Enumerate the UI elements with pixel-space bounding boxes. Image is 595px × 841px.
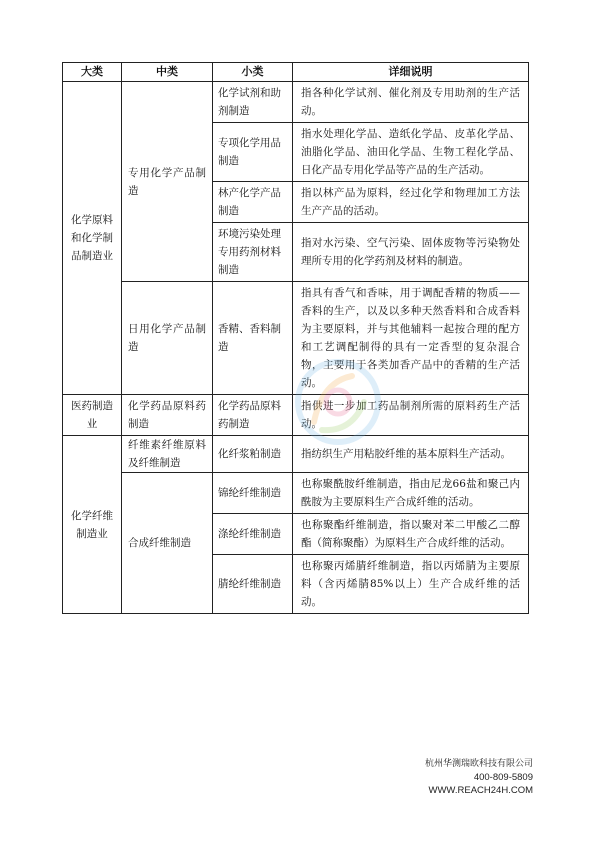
description: 也称聚酰胺纤维制造，指由尼龙66盐和聚己内酰胺为主要原料生产合成纤维的活动。 <box>293 473 529 514</box>
major-category: 化学原料和化学制品制造业 <box>63 82 122 395</box>
mid-category: 合成纤维制造 <box>122 473 213 614</box>
sub-category: 化学药品原料药制造 <box>213 395 293 436</box>
sub-category: 环境污染处理专用药剂材料制造 <box>213 223 293 282</box>
table-row <box>63 473 529 514</box>
description: 指各种化学试剂、催化剂及专用助剂的生产活动。 <box>293 82 529 123</box>
mid-category: 专用化学产品制造 <box>122 82 213 282</box>
header-major: 大类 <box>63 63 122 82</box>
footer-website: WWW.REACH24H.COM <box>428 785 533 796</box>
table-row <box>63 436 529 473</box>
classification-table <box>62 62 529 614</box>
description: 指水处理化学品、造纸化学品、皮革化学品、油脂化学品、油田化学品、生物工程化学品、日化产品专用化学品等产品的生产活动。 <box>293 123 529 182</box>
description: 也称聚酯纤维制造，指以聚对苯二甲酸乙二醇酯（简称聚酯）为原料生产合成纤维的活动。 <box>293 514 529 555</box>
description: 指对水污染、空气污染、固体废物等污染物处理所专用的化学药剂及材料的制造。 <box>293 223 529 282</box>
description: 也称聚丙烯腈纤维制造，指以丙烯腈为主要原料（含丙烯腈85%以上）生产合成纤维的活动。 <box>293 555 529 614</box>
mid-category: 化学药品原料药制造 <box>122 395 213 436</box>
table-row <box>63 82 529 123</box>
table-header <box>63 63 529 82</box>
sub-category: 腈纶纤维制造 <box>213 555 293 614</box>
mid-category: 纤维素纤维原料及纤维制造 <box>122 436 213 473</box>
table-row <box>63 395 529 436</box>
sub-category: 林产化学产品制造 <box>213 182 293 223</box>
header-mid: 中类 <box>122 63 213 82</box>
footer-company: 杭州华测瑞欧科技有限公司 <box>424 759 533 769</box>
sub-category: 锦纶纤维制造 <box>213 473 293 514</box>
description: 指供进一步加工药品制剂所需的原料药生产活动。 <box>293 395 529 436</box>
sub-category: 化学试剂和助剂制造 <box>213 82 293 123</box>
header-sub: 小类 <box>213 63 293 82</box>
major-category: 化学纤维制造业 <box>63 436 122 614</box>
major-category: 医药制造业 <box>63 395 122 436</box>
description: 指以林产品为原料，经过化学和物理加工方法生产产品的活动。 <box>293 182 529 223</box>
description: 指纺织生产用粘胶纤维的基本原料生产活动。 <box>293 436 529 473</box>
header-desc: 详细说明 <box>293 63 529 82</box>
sub-category: 香精、香料制造 <box>213 282 293 395</box>
description: 指具有香气和香味，用于调配香精的物质——香料的生产，以及以多种天然香料和合成香料为主要原料，并与其他辅料一起按合理的配方和工艺调配制得的具有一定香型的复杂混合物，主要用于各类加香产品中的香精的生产活动。 <box>293 282 529 395</box>
sub-category: 化纤浆粕制造 <box>213 436 293 473</box>
footer-phone: 400-809-5809 <box>473 772 533 783</box>
table-row <box>63 282 529 395</box>
mid-category: 日用化学产品制造 <box>122 282 213 395</box>
sub-category: 专项化学用品制造 <box>213 123 293 182</box>
sub-category: 涤纶纤维制造 <box>213 514 293 555</box>
footer-contact <box>425 758 533 797</box>
